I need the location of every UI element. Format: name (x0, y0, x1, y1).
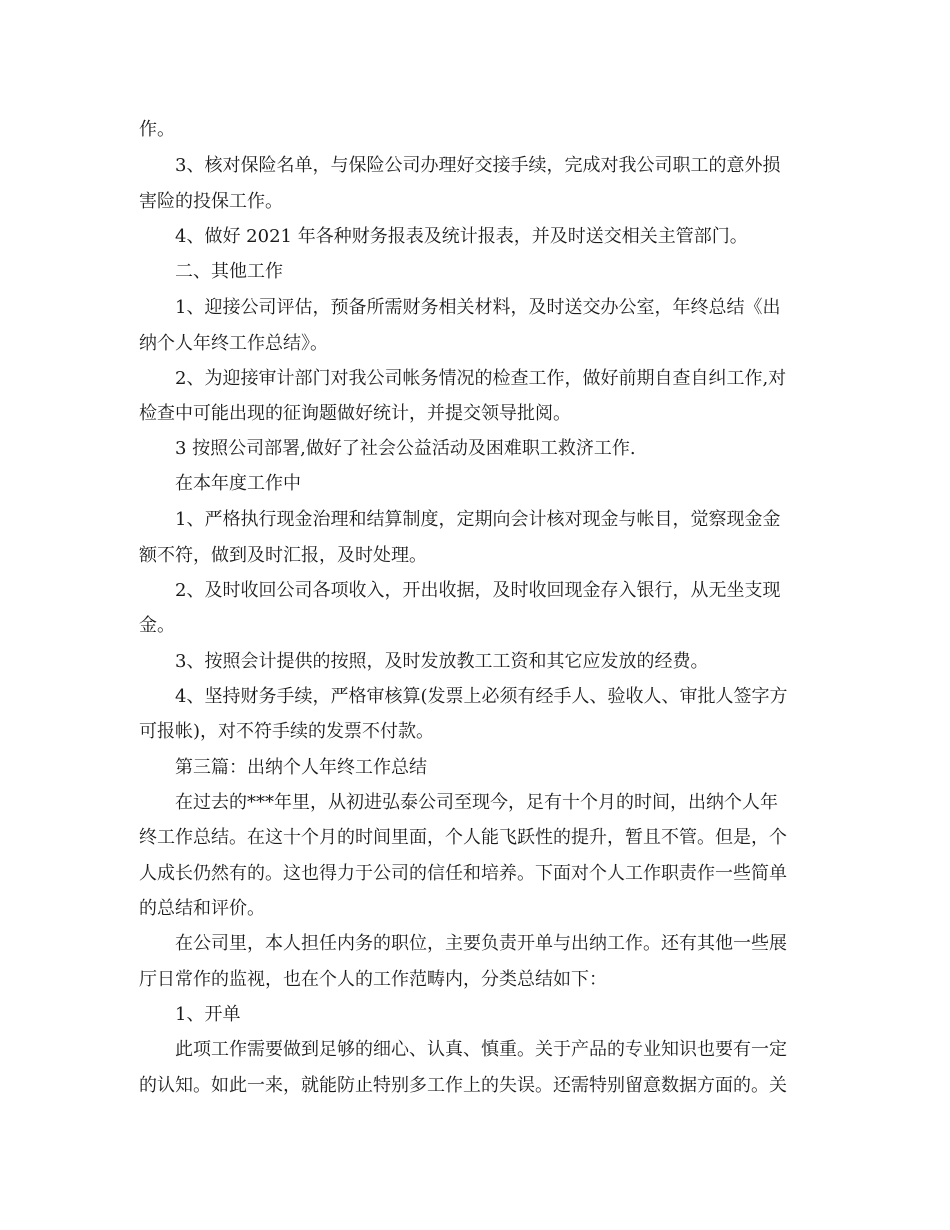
section-heading: 1、开单 (175, 1004, 241, 1025)
text-line: 2、为迎接审计部门对我公司帐务情况的检查工作，做好前期自查自纠工作,对 (175, 368, 787, 389)
text-line: 4、做好 2021 年各种财务报表及统计报表，并及时送交相关主管部门。 (175, 226, 748, 247)
text-line: 3、按照会计提供的按照，及时发放教工工资和其它应发放的经费。 (175, 651, 709, 672)
text-line: 2、及时收回公司各项收入，开出收据，及时收回现金存入银行，从无坐支现 (175, 580, 781, 601)
text-line: 在公司里，本人担任内务的职位，主要负责开单与出纳工作。还有其他一些展 (175, 933, 787, 954)
text-line: 1、严格执行现金治理和结算制度，定期向会计核对现金与帐目，觉察现金金 (175, 509, 781, 530)
text-line: 在过去的***年里，从初进弘泰公司至现今，足有十个月的时间，出纳个人年 (175, 792, 778, 813)
text-line: 额不符，做到及时汇报，及时处理。 (139, 545, 427, 566)
text-line: 可报帐)，对不符手续的发票不付款。 (139, 721, 435, 742)
section-heading: 第三篇：出纳个人年终工作总结 (175, 757, 427, 778)
text-line: 在本年度工作中 (175, 473, 301, 494)
text-line: 此项工作需要做到足够的细心、认真、慎重。关于产品的专业知识也要有一定 (175, 1039, 787, 1060)
text-line: 3、核对保险名单，与保险公司办理好交接手续，完成对我公司职工的意外损 (175, 155, 781, 176)
text-line: 人成长仍然有的。这也得力于公司的信任和培养。下面对个人工作职责作一些简单 (139, 863, 787, 884)
section-heading: 二、其他工作 (175, 261, 283, 282)
text-line: 的总结和评价。 (139, 898, 265, 919)
text-line: 厅日常作的监视，也在个人的工作范畴内，分类总结如下： (139, 969, 607, 990)
text-line: 作。 (139, 119, 175, 140)
text-line: 的认知。如此一来，就能防止特别多工作上的失误。还需特别留意数据方面的。关 (139, 1075, 787, 1096)
text-line: 纳个人年终工作总结》。 (139, 333, 328, 354)
text-line: 3 按照公司部署,做好了社会公益活动及困难职工救济工作. (175, 438, 636, 459)
text-line: 害险的投保工作。 (139, 191, 283, 212)
text-line: 金。 (139, 615, 175, 636)
text-line: 1、迎接公司评估，预备所需财务相关材料，及时送交办公室，年终总结《出 (175, 297, 781, 318)
text-line: 4、坚持财务手续，严格审核算(发票上必须有经手人、验收人、审批人签字方 (175, 686, 788, 707)
text-line: 检查中可能出现的征询题做好统计，并提交领导批阅。 (139, 403, 571, 424)
text-line: 终工作总结。在这十个月的时间里面，个人能飞跃性的提升，暂且不管。但是，个 (139, 827, 787, 848)
